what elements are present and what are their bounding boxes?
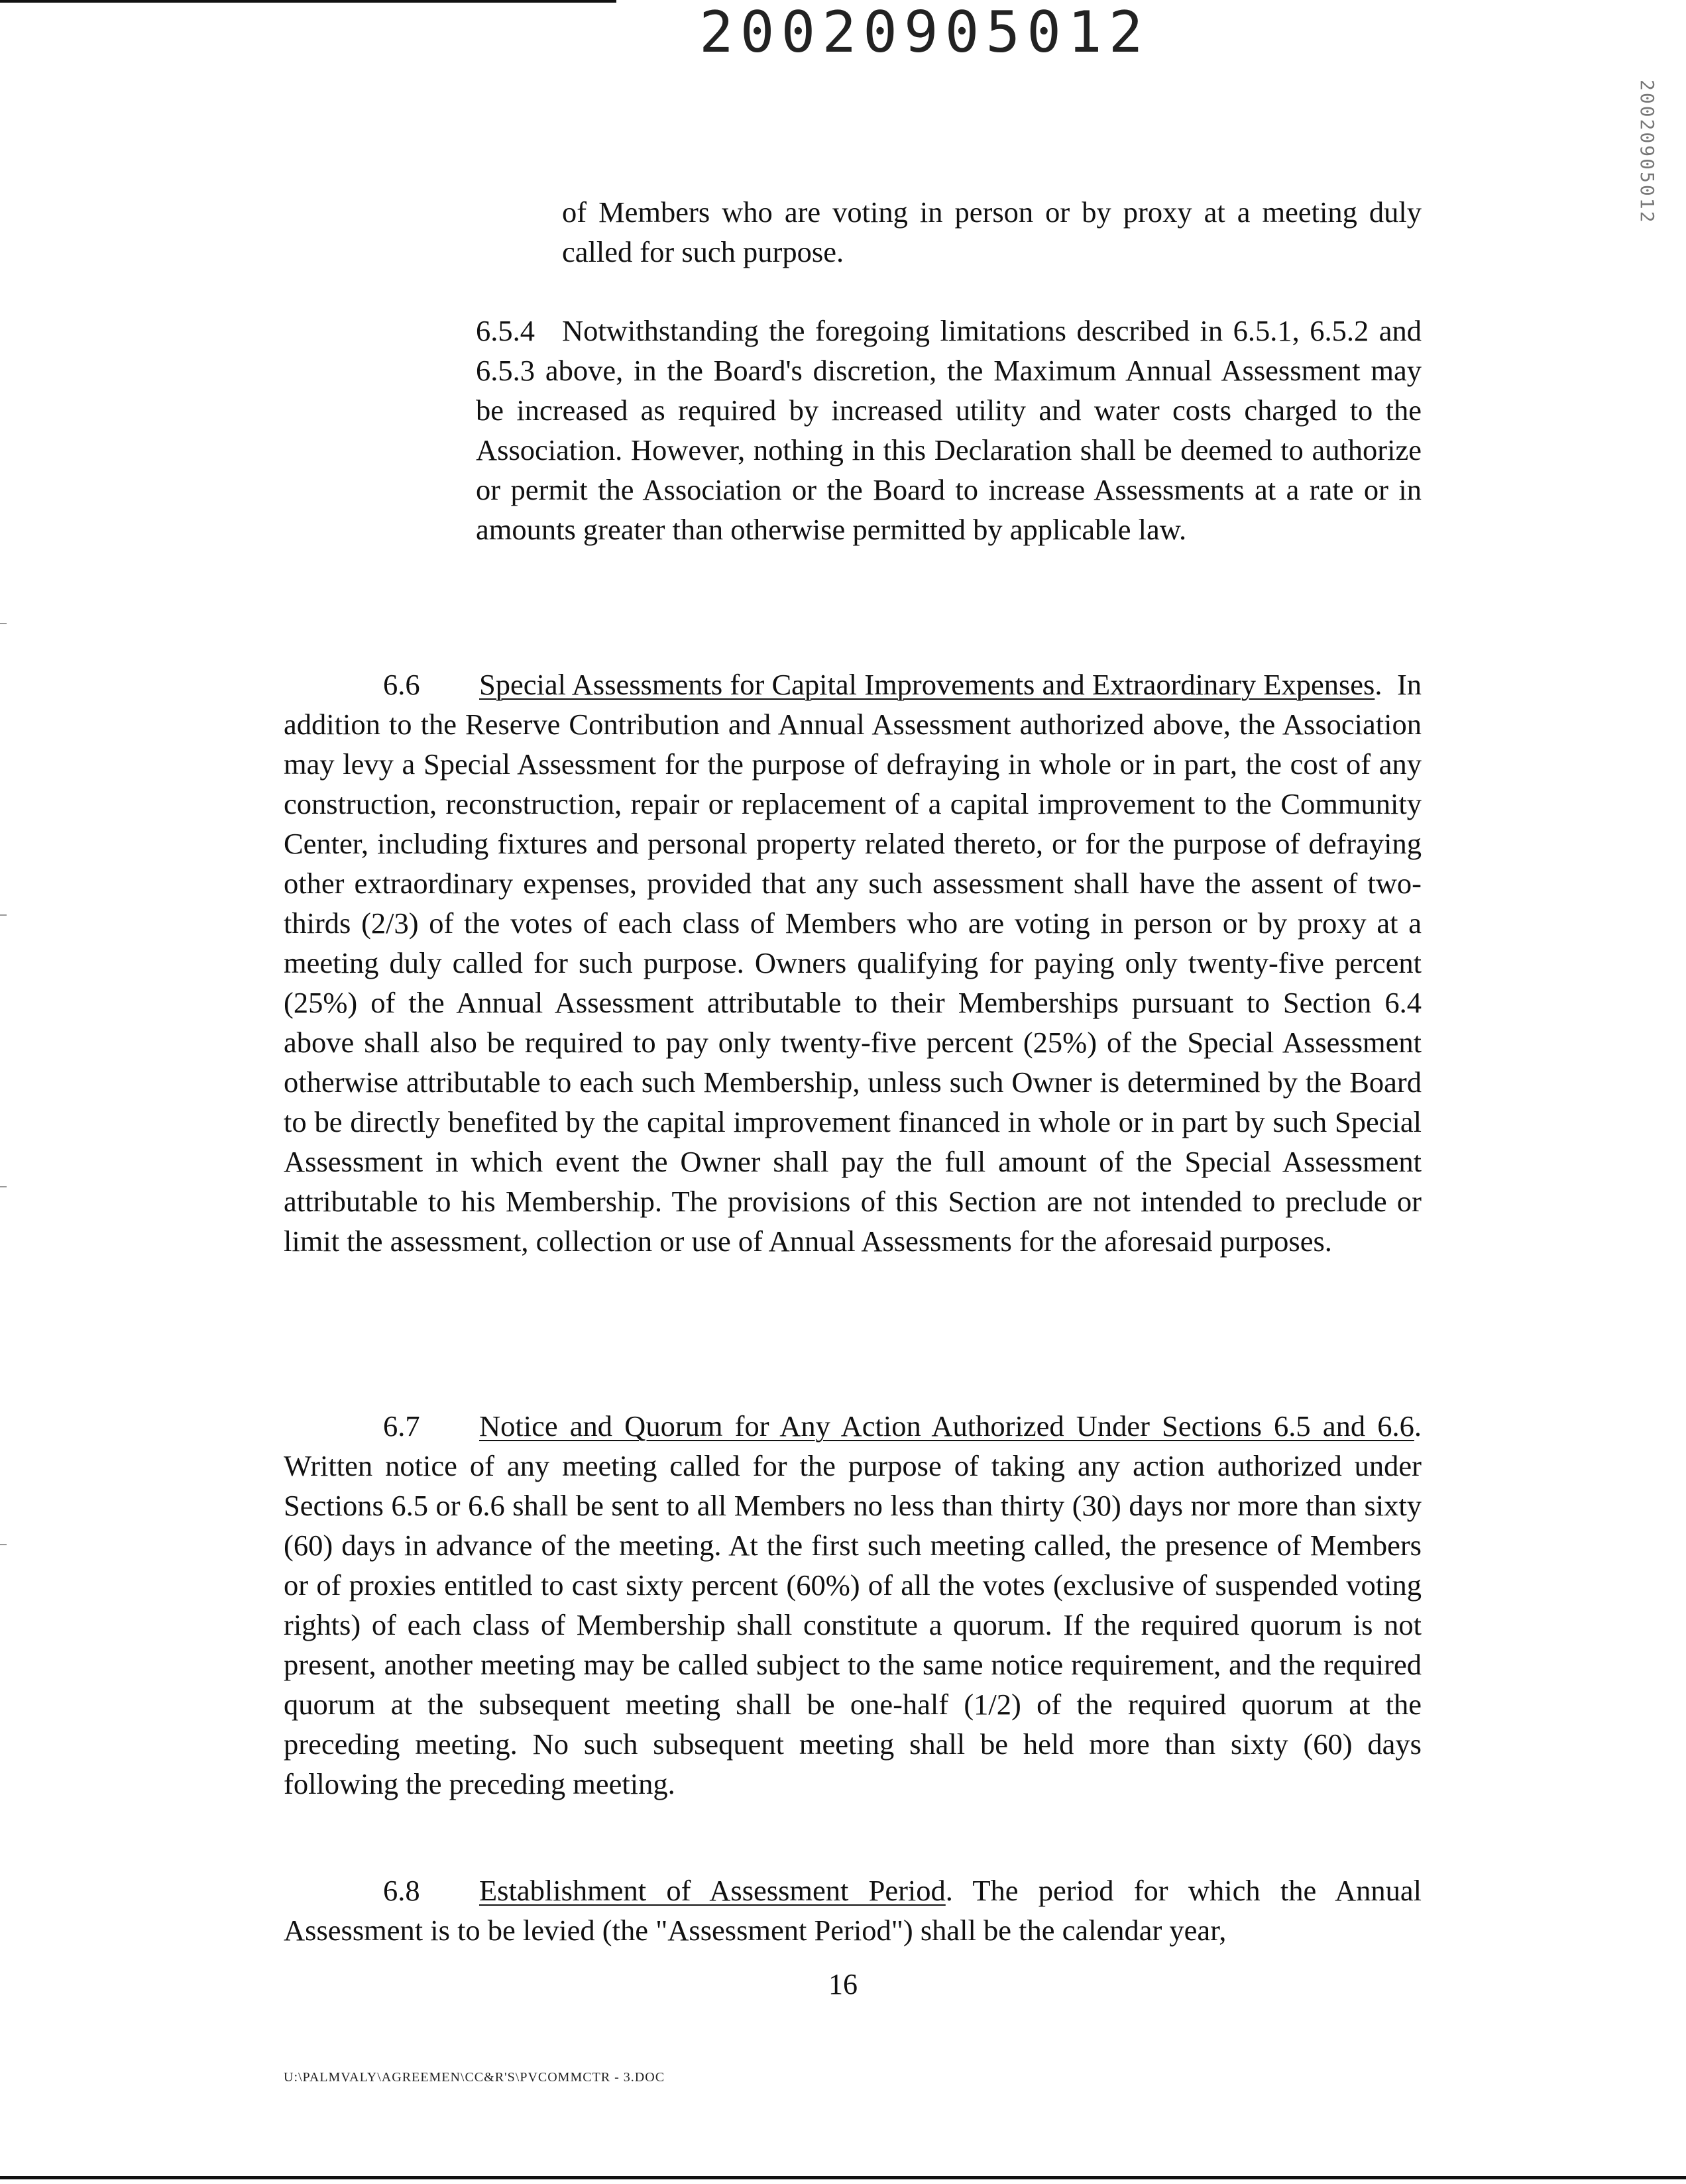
page-number: 16 [828,1968,858,2000]
margin-tick [0,914,7,916]
section-6-6-number: 6.6 [383,668,420,701]
section-6-5-4-number: 6.5.4 [476,314,535,347]
section-6-8: 6.8 Establishment of Assessment Period. The period for which the Annual Assessment is to be levied (the "Assessment Period") shall be the calendar year, [284,1871,1422,1950]
section-6-8-number: 6.8 [383,1874,420,1907]
section-6-6-heading: Special Assessments for Capital Improvements and Extraordinary Expenses [479,668,1375,701]
footer-file-path: U:\PALMVALY\AGREEMEN\CC&R'S\PVCOMMCTR - 3.DOC [284,2070,665,2085]
margin-tick [0,1186,7,1187]
section-6-6-text: In addition to the Reserve Contribution and Annual Assessment authorized above, the Association may levy a Special Assessment for the purpose of defraying in whole or in part, the cost of any construction, reconstruction, repair or replacement of a capital improvement to the Community Center, including fixtures and personal property related thereto, or for the purpose of defraying other extraordinary expenses, provided that any such assessment shall have the assent of two-thirds (2/3) of the votes of each class of Members who are voting in person or by proxy at a meeting duly called for such purpose. Owners qualifying for paying only twenty-five percent (25%) of the Annual Assessment attributable to their Memberships pursuant to Section 6.4 above shall also be required to pay only twenty-five percent (25%) of the Special Assessment otherwise attributable to each such Membership, unless such Owner is determined by the Board to be directly benefited by the capital improvement financed in whole or in part by such Special Assessment in which event the Owner shall pay the full amount of the Special Assessment attributable to his Membership. The provisions of this Section are not intended to preclude or limit the assessment, collection or use of Annual Assessments for the aforesaid purposes. [284,668,1422,1258]
section-6-7-text: Written notice of any meeting called for the purpose of taking any action authorized under Sections 6.5 or 6.6 shall be sent to all Members no less than thirty (30) days nor more than sixty (60) days in advance of the meeting. At the first such meeting called, the presence of Members or of proxies entitled to cast sixty percent (60%) of all the votes (exclusive of suspended voting rights) of each class of Membership shall constitute a quorum. If the required quorum is not present, another meeting may be called subject to the same notice requirement, and the required quorum at the subsequent meeting shall be one-half (1/2) of the required quorum at the preceding meeting. No such subsequent meeting shall be held more than sixty (60) days following the preceding meeting. [284,1449,1422,1800]
margin-tick [0,1544,7,1545]
bottom-scan-rule [0,2176,1686,2179]
section-6-7-heading: Notice and Quorum for Any Action Authorized Under Sections 6.5 and 6.6 [479,1409,1414,1443]
section-6-8-text: The period for which the Annual Assessment is to be levied (the "Assessment Period") shall be the calendar year, [284,1874,1422,1947]
continuation-paragraph: of Members who are voting in person or by proxy at a meeting duly called for such purpose. [562,195,1422,268]
section-6-7: 6.7 Notice and Quorum for Any Action Authorized Under Sections 6.5 and 6.6. Written notice of any meeting called for the purpose of taking any action authorized under Sections 6.5 or 6.6 shall be sent to all Members no less than thirty (30) days nor more than sixty (60) days in advance of the meeting. At the first such meeting called, the presence of Members or of proxies entitled to cast sixty percent (60%) of all the votes (exclusive of suspended voting rights) of each class of Membership shall constitute a quorum. If the required quorum is not present, another meeting may be called subject to the same notice requirement, and the required quorum at the subsequent meeting shall be one-half (1/2) of the required quorum at the preceding meeting. No such subsequent meeting shall be held more than sixty (60) days following the preceding meeting. [284,1406,1422,1804]
section-6-5-4 [476,311,1422,549]
document-number: 20020905012 [699,0,1150,66]
margin-tick [0,623,7,624]
section-6-5-4-text: Notwithstanding the foregoing limitations described in 6.5.1, 6.5.2 and 6.5.3 above, in the Board's discretion, the Maximum Annual Assessment may be increased as required by increased utility and water costs charged to the Association. However, nothing in this Declaration shall be deemed to authorize or permit the Association or the Board to increase Assessments at a rate or in amounts greater than otherwise permitted by applicable law. [476,314,1422,546]
margin-stamp-text: 20020905012 [1636,80,1658,225]
section-6-7-number: 6.7 [383,1409,420,1443]
margin-stamp [1602,80,1656,298]
top-scan-rule [0,0,616,3]
section-6-8-heading: Establishment of Assessment Period [479,1874,946,1907]
section-6-6: 6.6 Special Assessments for Capital Improvements and Extraordinary Expenses. In addition to the Reserve Contribution and Annual Assessment authorized above, the Association may levy a Special Assessment for the purpose of defraying in whole or in part, the cost of any construction, reconstruction, repair or replacement of a capital improvement to the Community Center, including fixtures and personal property related thereto, or for the purpose of defraying other extraordinary expenses, provided that any such assessment shall have the assent of two-thirds (2/3) of the votes of each class of Members who are voting in person or by proxy at a meeting duly called for such purpose. Owners qualifying for paying only twenty-five percent (25%) of the Annual Assessment attributable to their Memberships pursuant to Section 6.4 above shall also be required to pay only twenty-five percent (25%) of the Special Assessment otherwise attributable to each such Membership, unless such Owner is determined by the Board to be directly benefited by the capital improvement financed in whole or in part by such Special Assessment in which event the Owner shall pay the full amount of the Special Assessment attributable to his Membership. The provisions of this Section are not intended to preclude or limit the assessment, collection or use of Annual Assessments for the aforesaid purposes. [284,665,1422,1261]
